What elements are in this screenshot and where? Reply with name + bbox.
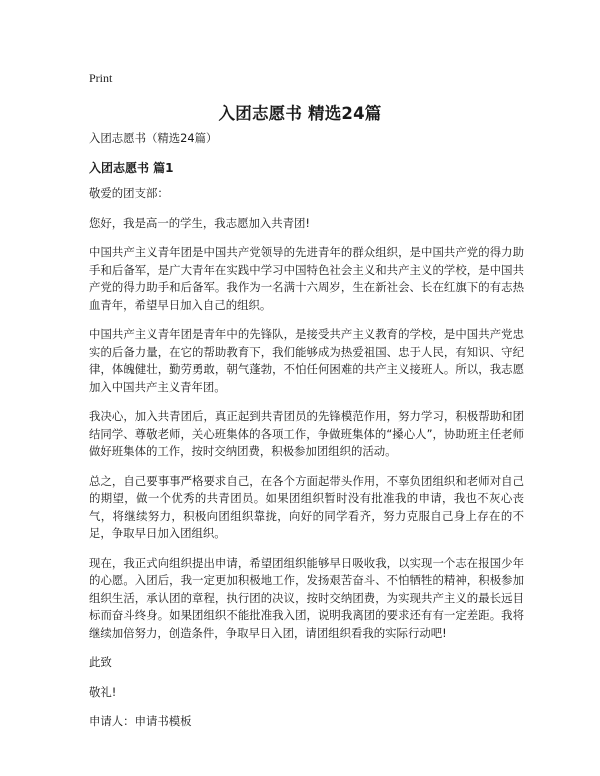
subtitle: 入团志愿书（精选24篇）: [89, 131, 218, 145]
document-body: [89, 130, 524, 743]
body-paragraph: 总之，自己要事事严格要求自己，在各个方面起带头作用，不辜负团组织和老师对自己的期望，做一个优秀的共青团员。如果团组织暂时没有批准我的申请，我也不灰心丧气，将继续努力，积极向团组织靠拢，向好的同学看齐，努力克服自己身上存在的不足，争取早日加入团组织。: [89, 473, 524, 540]
page-title: 入团志愿书 精选24篇: [218, 104, 382, 123]
section-heading: 入团志愿书 篇1: [89, 160, 174, 175]
body-paragraph: 中国共产主义青年团是青年中的先锋队，是接受共产主义教育的学校，是中国共产党忠实的后备力量，在它的帮助教育下，我们能够成为热爱祖国、忠于人民，有知识、守纪律，体魄健壮，勤劳勇敢，朝气蓬勃，不怕任何困难的共产主义接班人。所以，我志愿加入中国共产主义青年团。: [89, 327, 524, 394]
intro-paragraph: 您好，我是高一的学生，我志愿加入共青团!: [89, 215, 310, 230]
body-paragraph: 中国共产主义青年团是中国共产党领导的先进青年的群众组织，是中国共产党的得力助手和后备军，是广大青年在实践中学习中国特色社会主义和共产主义的学校，是中国共产党的得力助手和后备军。我作为一名满十六周岁，生在新社会、长在红旗下的有志热血青年，希望早日加入自己的组织。: [89, 245, 524, 312]
signature: 申请人：申请书模板: [89, 714, 192, 728]
body-paragraph: 现在，我正式向组织提出申请，希望团组织能够早日吸收我，以实现一个志在报国少年的心愿。入团后，我一定更加积极地工作，发扬艰苦奋斗、不怕牺牲的精神，积极参加组织生活，承认团的章程，执行团的决议，按时交纳团费，为实现共产主义的最长远目标而奋斗终身。如果团组织不能批准我入团，说明我离团的要求还有有一定差距。我将继续加倍努力，创造条件，争取早日入团，请团组织看我的实际行动吧!: [89, 555, 524, 640]
greeting: 敬爱的团支部：: [89, 186, 169, 200]
closing-salute: 敬礼!: [89, 684, 117, 699]
body-paragraph: 我决心，加入共青团后，真正起到共青团员的先锋模范作用，努力学习，积极帮助和团结同学、尊敬老师，关心班集体的各项工作，争做班集体的“搡心人”，协助班主任老师做好班集体的工作，按时交纳团费，积极参加团组织的活动。: [89, 409, 524, 458]
closing-line: 此致: [89, 655, 112, 669]
print-label[interactable]: Print: [89, 71, 113, 85]
